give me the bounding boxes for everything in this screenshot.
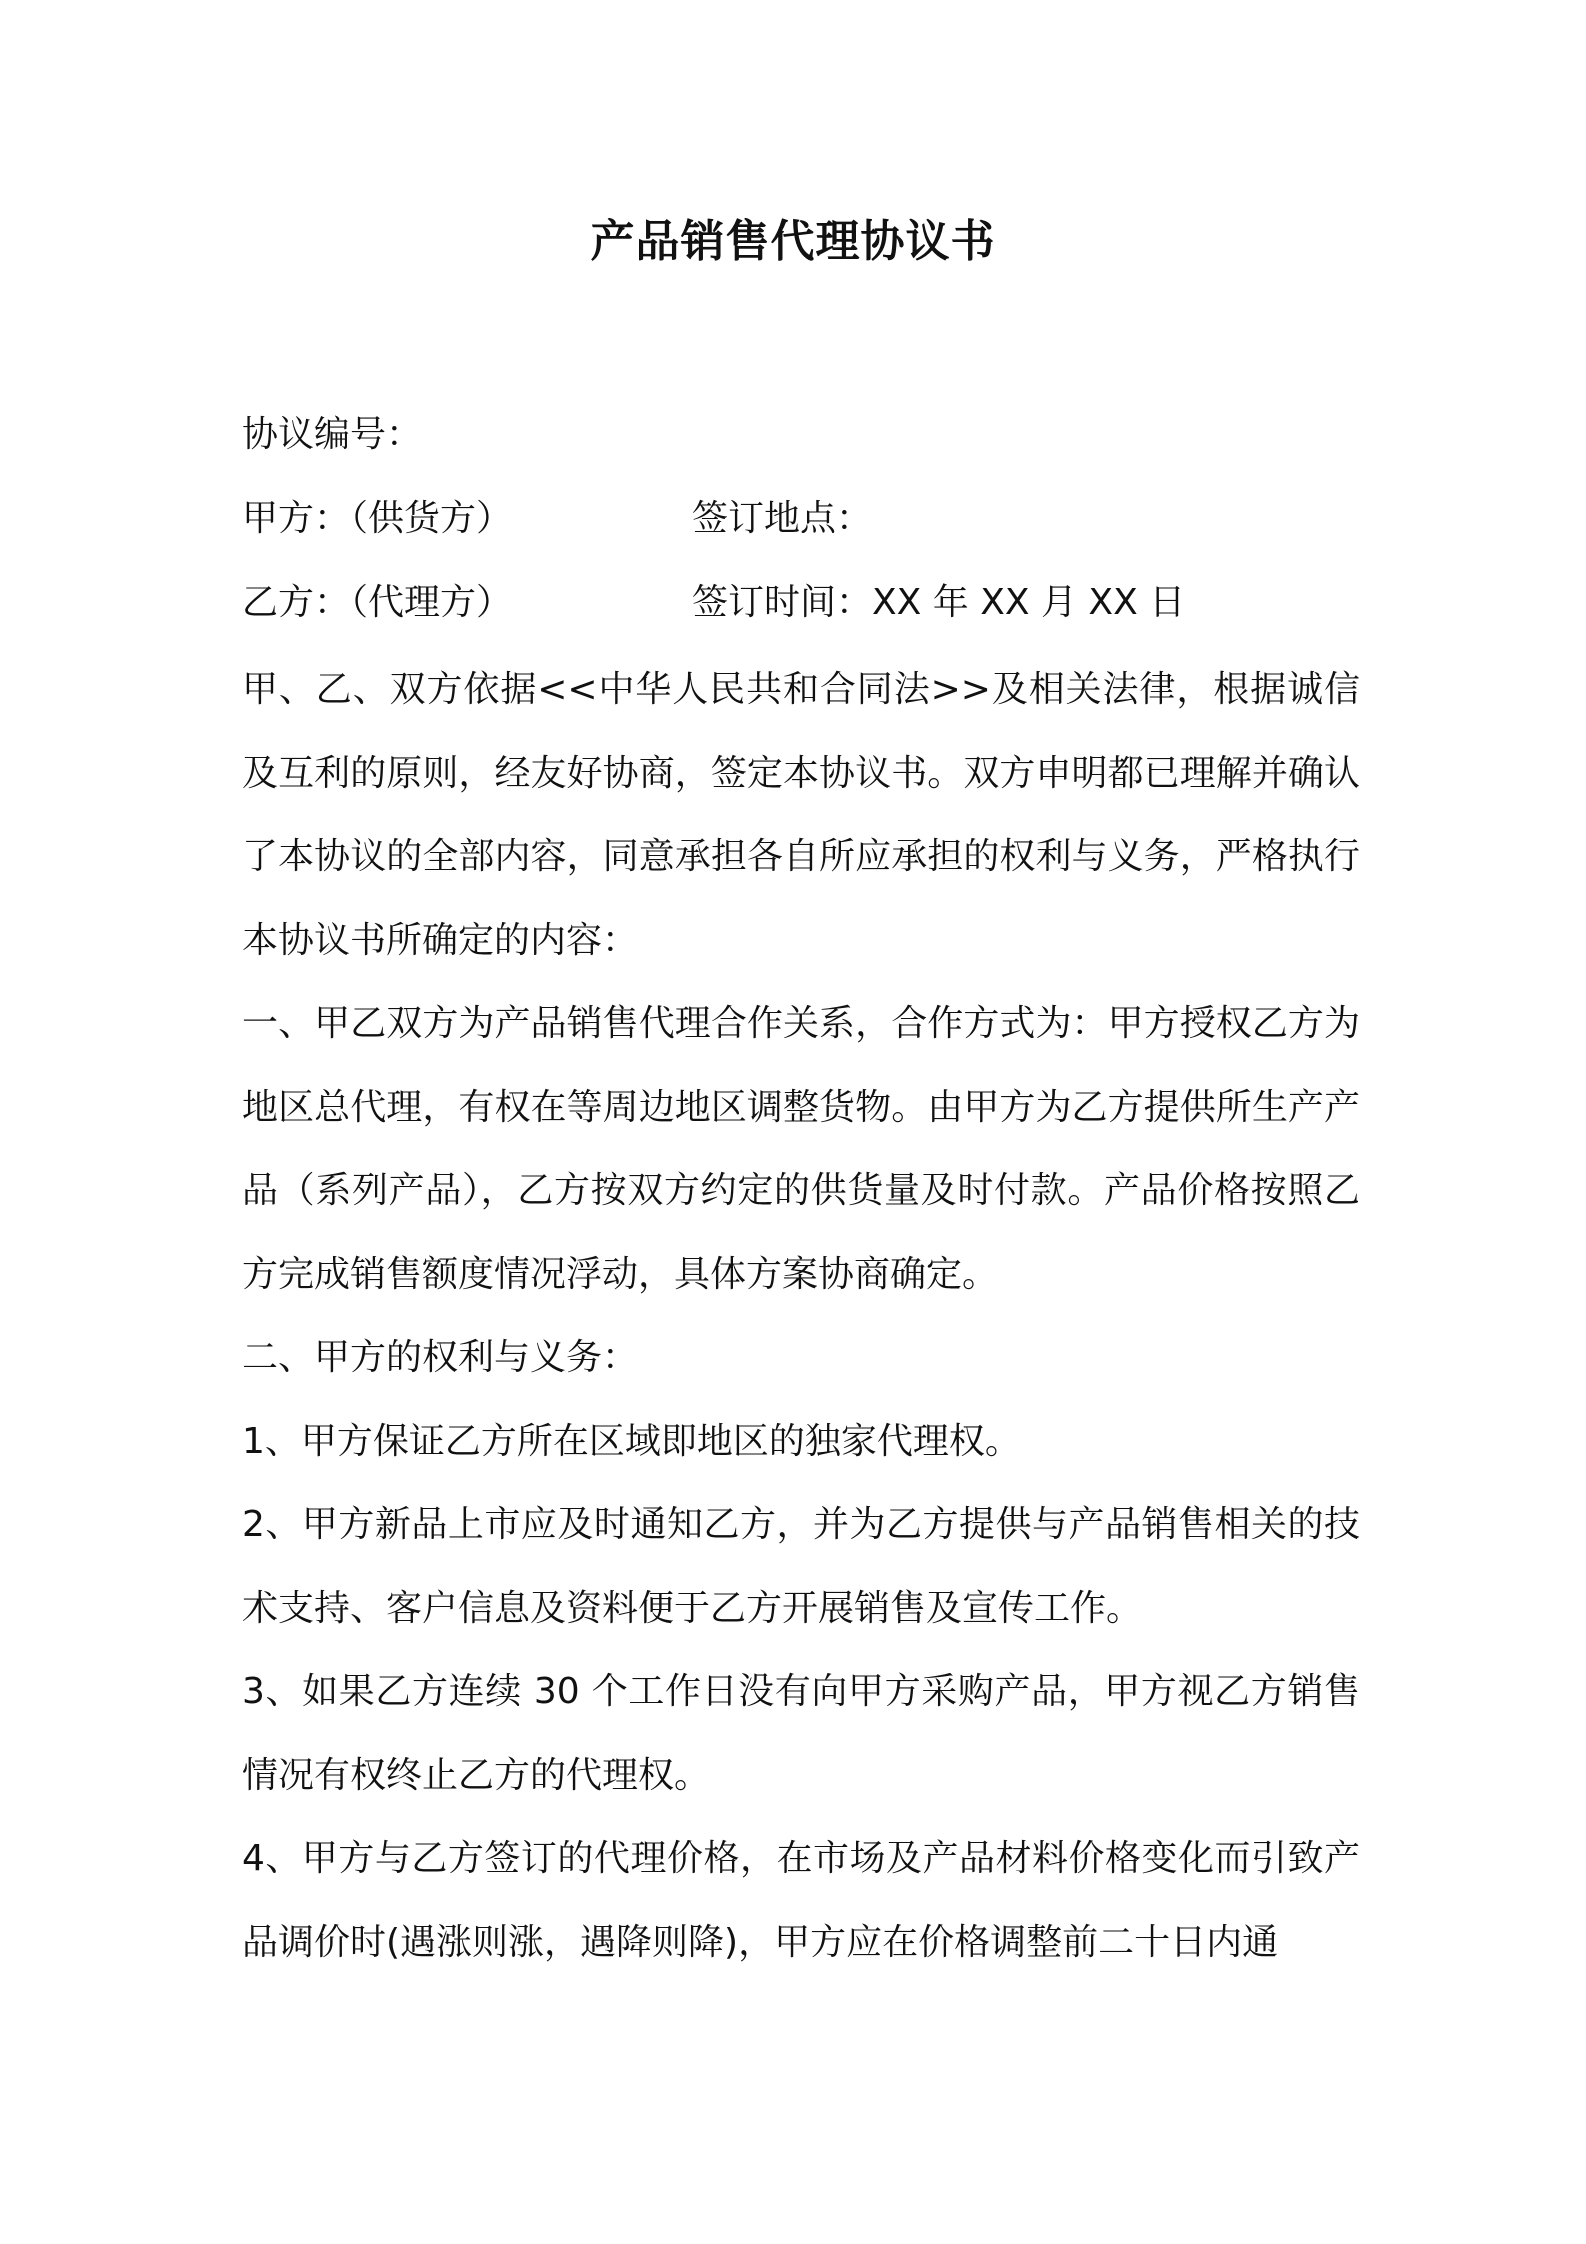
clause-two-heading: 二、甲方的权利与义务： bbox=[242, 1337, 639, 1378]
party-a-label: 甲方：（供货方） bbox=[242, 498, 513, 539]
clause-one-paragraph: 一、甲乙双方为产品销售代理合作关系，合作方式为：甲方授权乙方为地区总代理，有权在等周边地区调整货物。由甲方为乙方提供所生产产品（系列产品），乙方按双方约定的供货量及时付款。产品价格按照乙方完成销售额度情况浮动，具体方案协商确定。 bbox=[242, 1003, 1360, 1295]
clause-two-item-1: 1、甲方保证乙方所在区域即地区的独家代理权。 bbox=[242, 1420, 1021, 1462]
agreement-number-label: 协议编号： bbox=[242, 414, 423, 455]
clause-two-item-3: 3、如果乙方连续 30 个工作日没有向甲方采购产品，甲方视乙方销售情况有权终止乙方的代理权。 bbox=[242, 1671, 1360, 1796]
agreement-body bbox=[242, 648, 1360, 1984]
party-b-label: 乙方：（代理方） bbox=[242, 582, 513, 623]
preamble-paragraph: 甲、乙、双方依据<<中华人民共和合同法>>及相关法律，根据诚信及互利的原则，经友好协商，签定本协议书。双方申明都已理解并确认了本协议的全部内容，同意承担各自所应承担的权利与义务，严格执行本协议书所确定的内容： bbox=[242, 669, 1360, 961]
clause-two-item-4: 4、甲方与乙方签订的代理价格，在市场及产品材料价格变化而引致产品调价时(遇涨则涨，遇降则降)，甲方应在价格调整前二十日内通 bbox=[242, 1838, 1360, 1963]
sign-time-label: 签订时间：XX 年 XX 月 XX 日 bbox=[692, 582, 1186, 623]
sign-place-label: 签订地点： bbox=[692, 498, 873, 539]
document-title: 产品销售代理协议书 bbox=[590, 216, 996, 267]
clause-two-item-2: 2、甲方新品上市应及时通知乙方，并为乙方提供与产品销售相关的技术支持、客户信息及资料便于乙方开展销售及宣传工作。 bbox=[242, 1504, 1360, 1629]
